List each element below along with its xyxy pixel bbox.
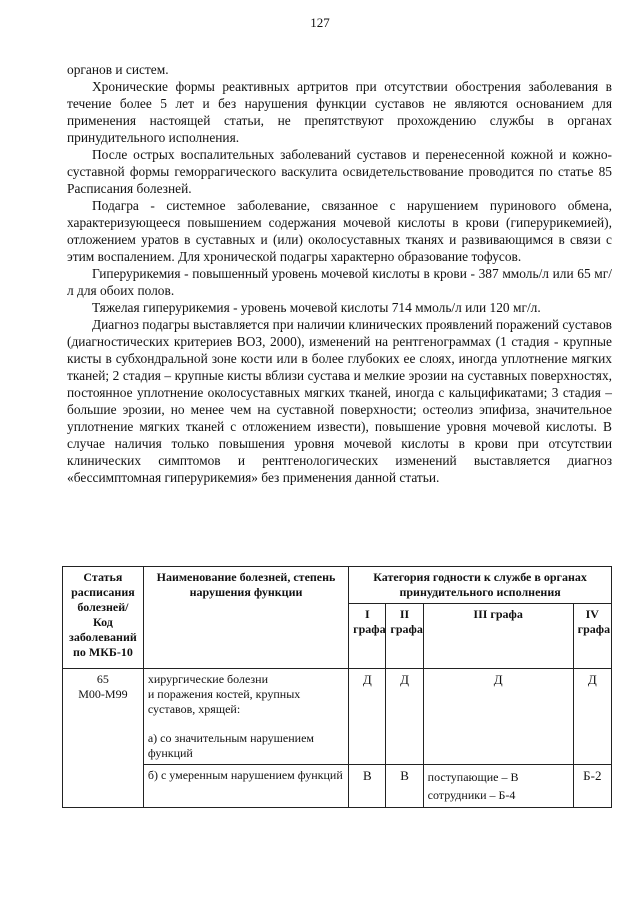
header-category: Категория годности к службе в органах принудительного исполнения <box>349 567 612 604</box>
paragraph: Диагноз подагры выставляется при наличии клинических проявлений поражений суставов (диагностических критериев ВОЗ, 2000), изменений на рентгенограммах (1 стадия - крупные кисты в субхондральной зоне кости или в более глубоких ее слоях, иногда уплотнение мягких тканей; 2 стадия – крупные кисты вблизи сустава и мелкие эрозии на суставных поверхностях, постоянное уплотнение околосуставных мягких тканей, иногда с кальцификатами; 3 стадия – большие эрозии, но менее чем на суставной поверхности; остеолиз эпифиза, значительное уплотнение мягких тканей с отложением извести), повышение уровня мочевой кислоты. В случае наличия только повышения уровня мочевой кислоты в крови при отсутствии клинических симптомов и рентгенологических изменений выставляется диагноз «бессимптомная гиперурикемия» без применения данной статьи. <box>67 317 612 485</box>
row-a-label: а) со значительным нарушением функций <box>147 731 314 760</box>
row-a-col-2: Д <box>386 669 423 765</box>
body-text <box>67 61 612 486</box>
article-cell <box>63 669 144 808</box>
row-b-col-2: В <box>386 765 423 808</box>
table-header-row <box>63 567 612 604</box>
intro-line: хирургические болезни <box>147 672 269 686</box>
disease-cell-a <box>143 669 348 765</box>
header-article: Статья расписания болезней/ Код заболеваний по МКБ-10 <box>63 567 144 669</box>
paragraph: Подагра - системное заболевание, связанное с нарушением пуринового обмена, характеризующееся повышением содержания мочевой кислоты в крови (гиперурикемией), отложением уратов в суставных и (или) околосуставных тканях и развивающимся в связи с этим воспалением. Для хронической подагры характерно образование тофусов. <box>67 198 612 264</box>
row-b-col-4: Б-2 <box>573 765 611 808</box>
article-number: 65 <box>96 672 109 686</box>
paragraph: органов и систем. <box>67 62 169 77</box>
header-col-3: III графа <box>423 604 573 669</box>
table-row <box>63 765 612 808</box>
header-col-2: II графа <box>386 604 423 669</box>
fitness-category-table <box>62 566 612 808</box>
intro-line: и поражения костей, крупных <box>147 687 301 701</box>
row-b-col-3-line: поступающие – В <box>427 770 519 784</box>
paragraph: Хронические формы реактивных артритов при отсутствии обострения заболевания в течение более 5 лет и без нарушения функции суставов не являются основанием для применения настоящей статьи, не препятствуют прохождению службы в органах принудительного исполнения. <box>67 79 612 145</box>
header-col-4: IV графа <box>573 604 611 669</box>
row-b-col-1: В <box>349 765 386 808</box>
row-b-col-3-line: сотрудники – Б-4 <box>427 788 516 802</box>
header-col-1: I графа <box>349 604 386 669</box>
table-row <box>63 669 612 765</box>
paragraph: Тяжелая гиперурикемия - уровень мочевой кислоты 714 ммоль/л или 120 мг/л. <box>92 300 541 315</box>
header-disease: Наименование болезней, степень нарушения функции <box>143 567 348 669</box>
row-a-col-1: Д <box>349 669 386 765</box>
row-a-col-4: Д <box>573 669 611 765</box>
row-b-col-3 <box>423 765 573 808</box>
page-number: 127 <box>310 15 330 30</box>
intro-line: суставов, хрящей: <box>147 702 241 716</box>
paragraph: После острых воспалительных заболеваний суставов и перенесенной кожной и кожно-суставной формы геморрагического васкулита освидетельствование проводится по статье 85 Расписания болезней. <box>67 147 612 196</box>
disease-cell-b: б) с умеренным нарушением функций <box>143 765 348 808</box>
row-a-col-3: Д <box>423 669 573 765</box>
paragraph: Гиперурикемия - повышенный уровень мочевой кислоты в крови - 387 ммоль/л или 65 мг/л для обоих полов. <box>67 266 612 298</box>
article-codes: M00-M99 <box>78 687 128 701</box>
